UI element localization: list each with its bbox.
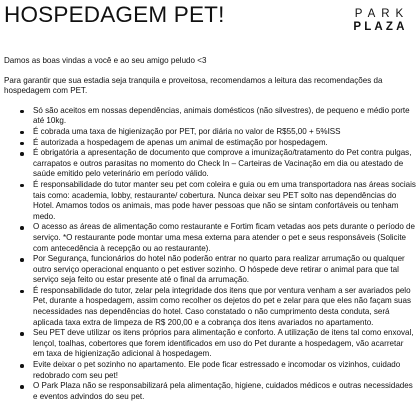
rule-text: O acesso as áreas de alimentação como restaurante e Fortim ficam vetadas aos pets durante o período de serviço. *O restaurante pode montar uma mesa externa para atender o pet e seus responsáveis (Solicite com antecedência à recepção ou ao restaurante). [33, 222, 415, 253]
bullet-icon [20, 110, 24, 114]
bullet-icon [20, 142, 24, 146]
bullet-icon [20, 332, 24, 336]
rule-item [4, 222, 416, 254]
rule-item [4, 360, 416, 381]
rule-text: É responsabilidade do tutor, zelar pela integridade dos itens que por ventura venham a ser avariados pelo Pet, durante a hospedagem, assim como recolher os dejetos do pet e zelar para que eles não façam suas necessidades nas dependências do hotel. Caso constatado o não cumprimento desta conduta, será aplicada taxa extra de limpeza de R$ 200,00 e a cobrança dos itens avariados no apartamento. [33, 285, 411, 327]
logo-line-1: PARK [354, 8, 410, 20]
rule-item [4, 148, 416, 180]
bullet-icon [20, 290, 24, 294]
bullet-icon [20, 131, 24, 135]
rule-item [4, 127, 416, 138]
rule-item [4, 138, 416, 149]
intro-text: Para garantir que sua estadia seja tranquila e proveitosa, recomendamos a leitura das recomendações da hospedagem com PET. [4, 75, 383, 96]
bullet-icon [20, 184, 24, 188]
bullet-icon [20, 364, 24, 368]
rule-text: É autorizada a hospedagem de apenas um animal de estimação por hospedagem. [33, 137, 328, 147]
rule-text: O Park Plaza não se responsabilizará pela alimentação, higiene, cuidados médicos e outras necessidades e eventos advindos do seu pet. [33, 381, 413, 401]
greeting-text: Damos as boas vindas a você e ao seu amigo peludo <3 [4, 56, 207, 65]
rules-list [4, 106, 416, 403]
rule-item [4, 254, 416, 286]
rule-text: Seu PET deve utilizar os itens próprios para alimentação e conforto. A utilização de itens tal como enxoval, lençol, toalhas, cobertores que forem identificados em uso do Pet durante a hospedagem, vão acarretar em taxa de higienização adicional à hospedagem. [33, 328, 414, 359]
rule-item [4, 286, 416, 328]
rule-text: É responsabilidade do tutor manter seu pet com coleira e guia ou em uma transportadora nas áreas sociais tais como: academia, lobby, restaurante/ cobertura. Nunca deixar seu PET solto nas dependências do Hotel. Amamos todos os animais, mas pode haver pessoas que não se sintam confortáveis ou tenham medo. [33, 179, 416, 221]
park-plaza-logo [347, 8, 411, 34]
rule-item [4, 106, 416, 127]
rule-item [4, 180, 416, 222]
rule-text: Só são aceitos em nossas dependências, animais domésticos (não silvestres), de pequeno e médio porte até 10kg. [33, 105, 410, 126]
rule-text: Por Segurança, funcionários do hotel não poderão entrar no quarto para realizar arrumação ou qualquer outro serviço operacional enquanto o pet estiver sozinho. O hóspede deve retirar o animal para que tal serviço seja feito ou estar presente até o final da arrumação. [33, 254, 405, 285]
page-title: HOSPEDAGEM PET! [4, 2, 225, 27]
rule-item [4, 381, 416, 402]
rule-text: Evite deixar o pet sozinho no apartamento. Ele pode ficar estressado e incomodar os vizinhos, cuidado redobrado com seu pet! [33, 360, 401, 380]
rule-text: É obrigatória a apresentação de documento que comprove a imunização/tratamento do Pet contra pulgas, carrapatos e outros parasitas no momento do Check In – Carteiras de Vacinação em dia ou atestado de saúde emitido pelo veterinário em período válido. [33, 148, 412, 179]
rule-text: É cobrada uma taxa de higienização por PET, por diária no valor de R$55,00 + 5%ISS [33, 126, 341, 136]
rule-item [4, 328, 416, 360]
document-body [4, 56, 416, 402]
bullet-icon [20, 226, 24, 230]
bullet-icon [20, 152, 24, 156]
bullet-icon [20, 258, 24, 262]
logo-line-2: PLAZA [353, 21, 408, 33]
bullet-icon [20, 385, 24, 389]
